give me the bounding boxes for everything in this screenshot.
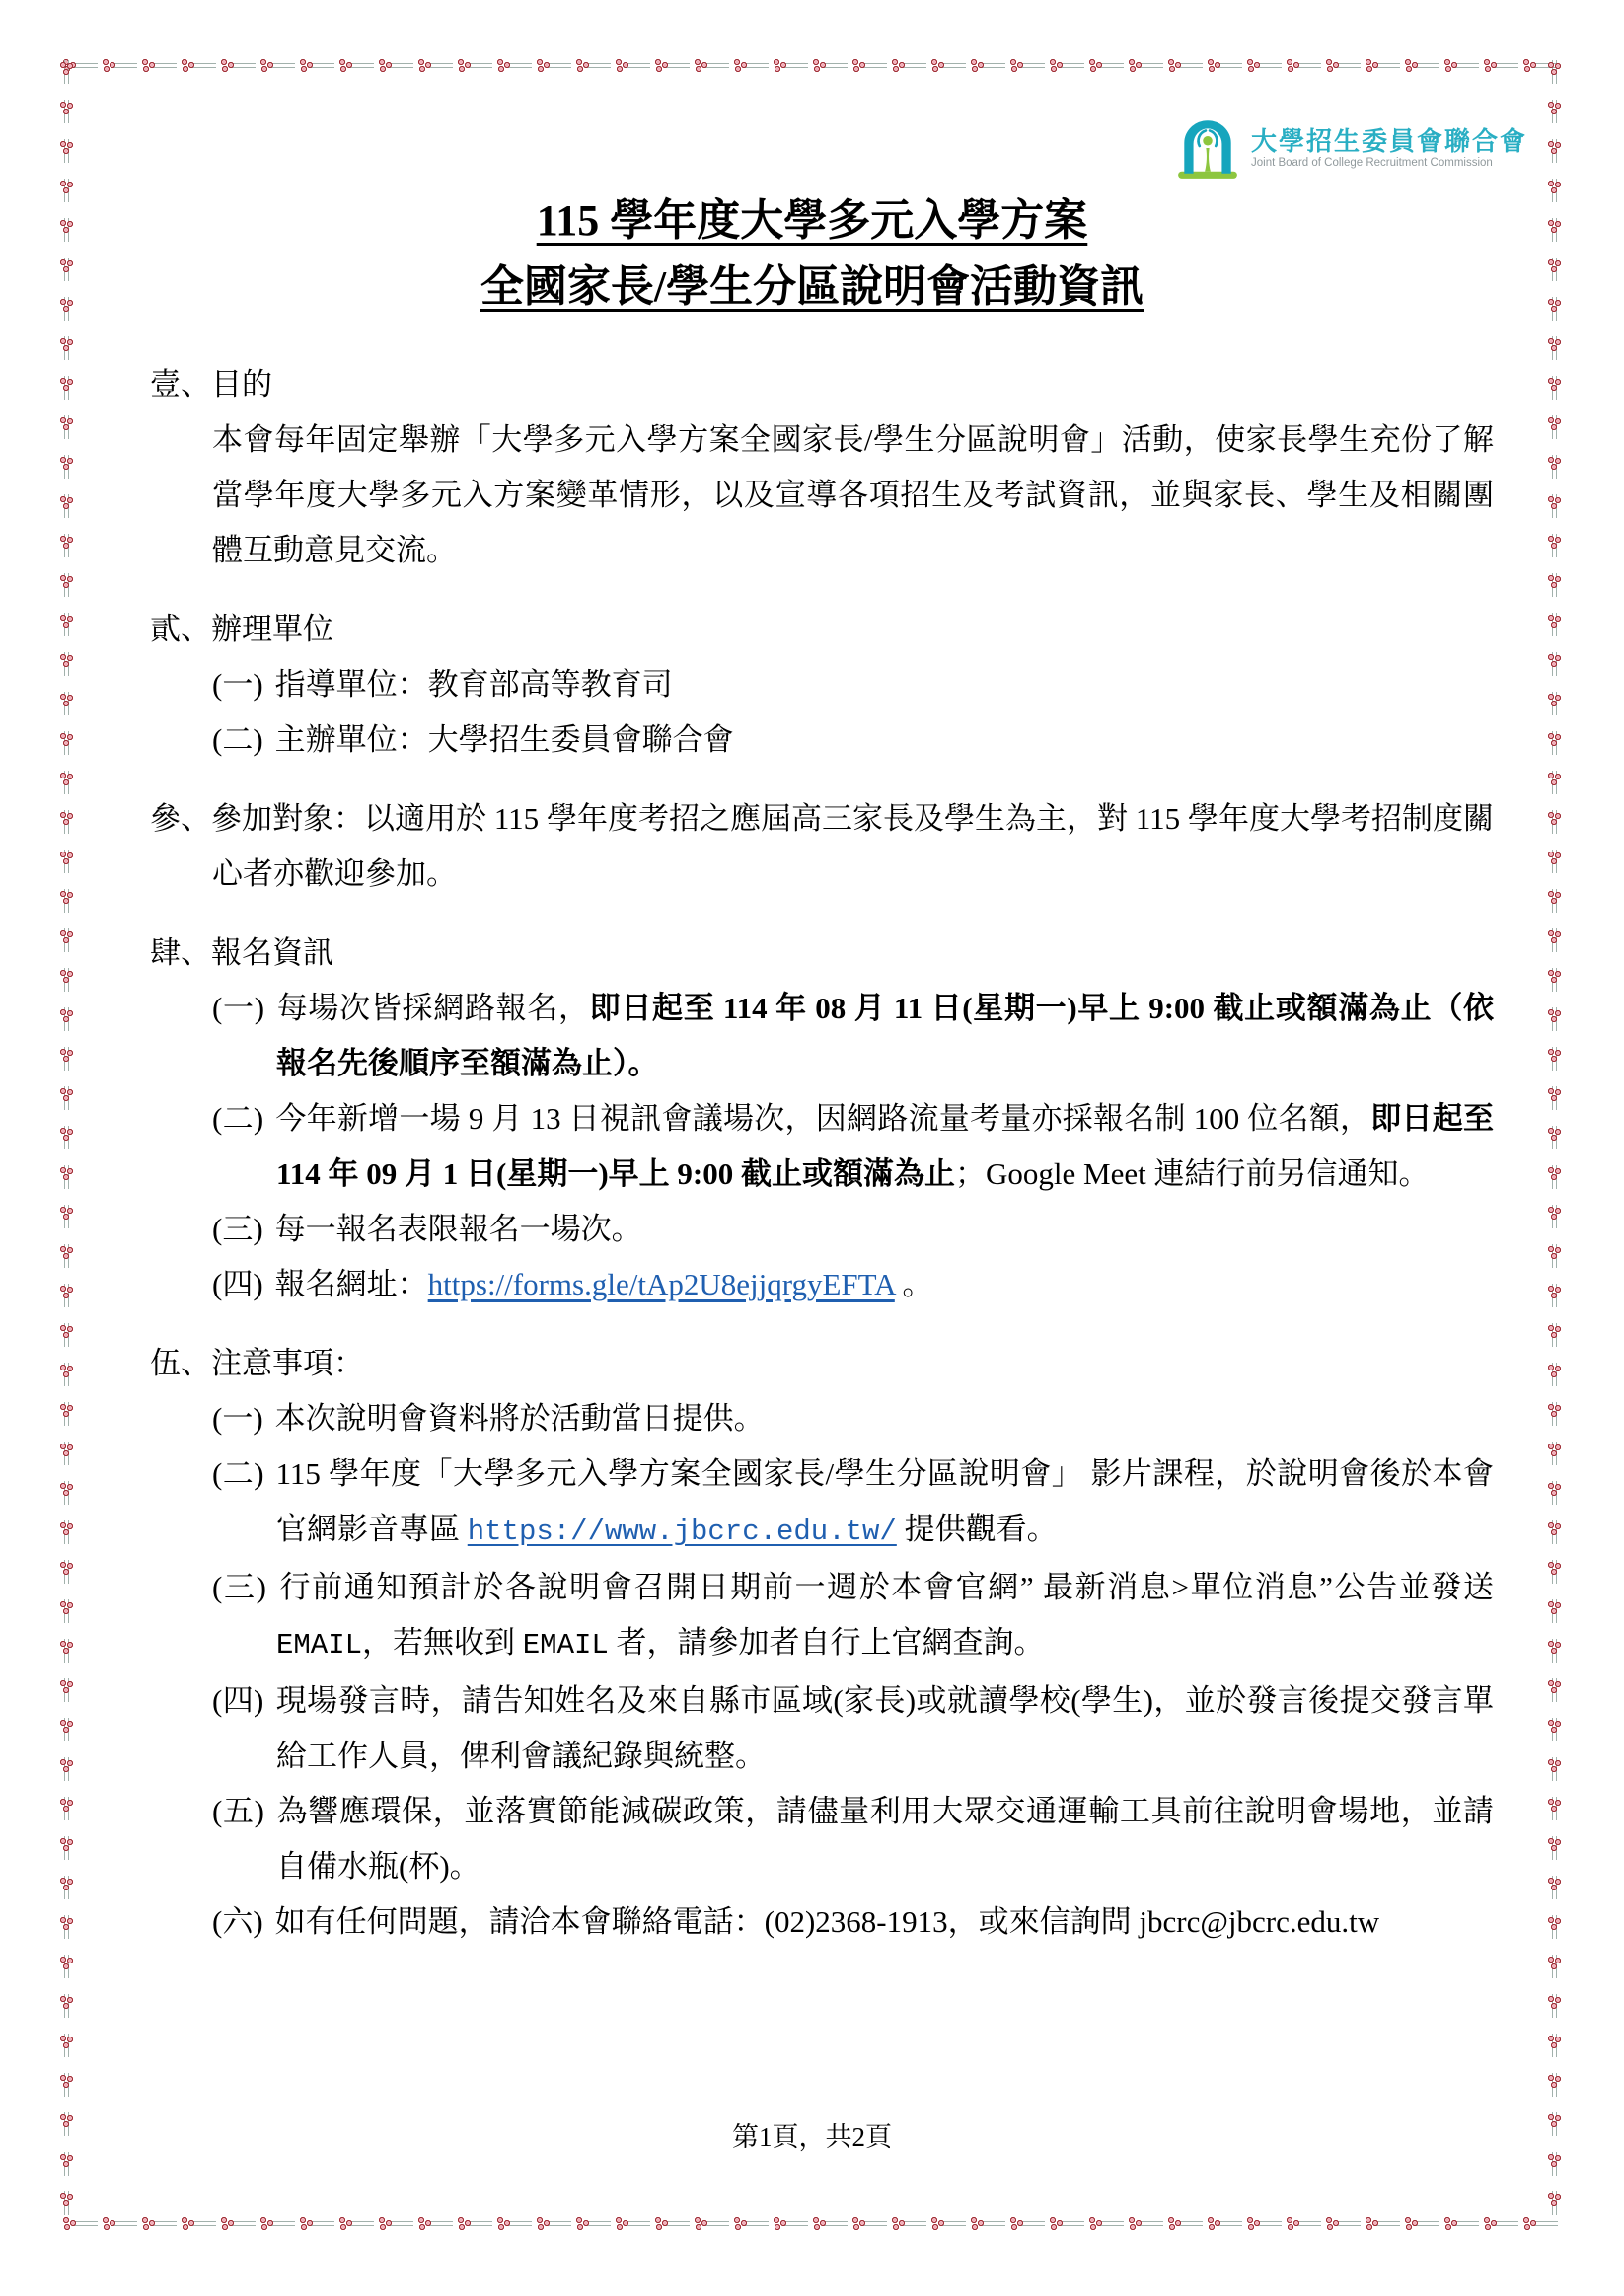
list-item: [212, 1784, 1494, 1894]
section-audience: [150, 791, 1494, 902]
border-top: [59, 58, 1561, 72]
list-item: [212, 981, 1494, 1091]
item-text: 今年新增一場 9 月 13 日視訊會議場次，因網路流量考量亦採報名制 100 位名額，: [275, 1101, 1371, 1136]
item-number: (二): [212, 1101, 264, 1136]
item-number: (三): [212, 1570, 266, 1604]
item-text: 主辦單位：大學招生委員會聯合會: [274, 722, 734, 757]
item-text: ；Google Meet 連結行前另信通知。: [955, 1156, 1430, 1191]
list-item: [212, 1202, 1494, 1257]
item-number: (一): [212, 1401, 263, 1436]
section-paragraph: [150, 791, 1494, 902]
item-text-bold: 即日起至 114 年 08 月 11 日(星期一)早上 9:00 截止或額滿為止（依報名先後順序至額滿為止）。: [276, 991, 1495, 1080]
item-number: (一): [212, 667, 263, 702]
border-bottom: [59, 2216, 1561, 2230]
list-item: [212, 1091, 1494, 1202]
document-title-line2: 全國家長/學生分區說明會活動資訊: [480, 262, 1144, 311]
document-title: [0, 187, 1624, 320]
item-text: 提供觀看。: [896, 1512, 1058, 1546]
item-text: 者，請參加者自行上官網查詢。: [608, 1625, 1045, 1660]
registration-form-link[interactable]: https://forms.gle/tAp2U8ejjqrgyEFTA: [427, 1267, 895, 1301]
section-heading: 伍、注意事項：: [150, 1346, 364, 1380]
jbcrc-logo-icon: [1176, 114, 1239, 182]
item-text: 如有任何問題，請洽本會聯絡電話：(02)2368-1913，或來信詢問 jbcrc@jbcrc.edu.tw: [274, 1904, 1380, 1939]
email-keyword: EMAIL: [522, 1629, 609, 1662]
item-number: (四): [212, 1683, 264, 1718]
list-item: [212, 1560, 1494, 1673]
logo-name-en: Joint Board of College Recruitment Commission: [1251, 156, 1493, 169]
border-right: [1547, 58, 1561, 2230]
section-paragraph: 本會每年固定舉辦「大學多元入學方案全國家長/學生分區說明會」活動，使家長學生充份了解當學年度大學多元入方案變革情形，以及宣導各項招生及考試資訊，並與家長、學生及相關團體互動意見交流。: [212, 422, 1494, 567]
section-purpose: [150, 357, 1494, 578]
email-keyword: EMAIL: [276, 1629, 363, 1662]
item-text: 本次說明會資料將於活動當日提供。: [274, 1401, 765, 1436]
item-number: (三): [212, 1212, 263, 1246]
list-item: [212, 1391, 1494, 1446]
section-heading: 壹、目的: [150, 367, 272, 402]
item-text: 行前通知預計於各說明會召開日期前一週於本會官網” 最新消息>單位消息”公告並發送: [277, 1570, 1494, 1604]
list-item: [212, 657, 1494, 712]
item-text: 每一報名表限報名一場次。: [274, 1212, 642, 1246]
logo-text: [1251, 126, 1527, 171]
item-text: ，若無收到: [362, 1625, 523, 1660]
section-registration: [150, 926, 1494, 1312]
section-heading: 貳、辦理單位: [150, 612, 333, 646]
item-text: 115 學年度「大學多元入學方案全國家長/學生分區說明會」 影片課程，於說明會後於本會官網影音專區: [275, 1456, 1494, 1546]
item-number: (六): [212, 1904, 263, 1939]
section-heading: 肆、報名資訊: [150, 935, 333, 970]
item-number: (二): [212, 722, 263, 757]
item-number: (一): [212, 991, 265, 1025]
item-number: (二): [212, 1456, 264, 1491]
list-item: [212, 712, 1494, 768]
border-left: [59, 58, 73, 2230]
list-item-video-url: [212, 1446, 1494, 1560]
section-label: 參、: [150, 801, 212, 836]
item-text-bold: 即日起至 114 年 09 月 1 日(星期一)早上 9:00 截止或額滿為止: [276, 1101, 1495, 1191]
item-text: 報名網址：: [274, 1267, 428, 1301]
section-organizers: [150, 602, 1494, 768]
item-text: 。: [894, 1267, 933, 1301]
list-item-registration-url: [212, 1257, 1494, 1312]
logo: [1176, 114, 1527, 182]
item-number: (四): [212, 1267, 263, 1301]
item-text: 指導單位：教育部高等教育司: [274, 667, 673, 702]
item-text: 現場發言時，請告知姓名及來自縣市區域(家長)或就讀學校(學生)，並於發言後提交發言單給工作人員，俾利會議紀錄與統整。: [275, 1683, 1494, 1773]
page-footer: 第1頁，共2頁: [732, 2122, 892, 2152]
document-title-line1: 115 學年度大學多元入學方案: [536, 196, 1088, 245]
list-item: [212, 1673, 1494, 1784]
item-text: 為響應環保，並落實節能減碳政策，請儘量利用大眾交通運輸工具前往說明會場地，並請自備水瓶(杯)。: [275, 1794, 1494, 1884]
item-number: (五): [212, 1794, 264, 1828]
list-item: [212, 1894, 1494, 1950]
section-notes: [150, 1336, 1494, 1950]
logo-name-zh: 大學招生委員會聯合會: [1251, 125, 1528, 156]
item-text: 每場次皆採網路報名，: [276, 991, 590, 1025]
jbcrc-website-link[interactable]: https://www.jbcrc.edu.tw/: [467, 1516, 897, 1548]
document-body: [150, 357, 1494, 1950]
section-text: 參加對象：以適用於 115 學年度考招之應屆高三家長及學生為主，對 115 學年度大學考招制度關心者亦歡迎參加。: [211, 801, 1494, 891]
